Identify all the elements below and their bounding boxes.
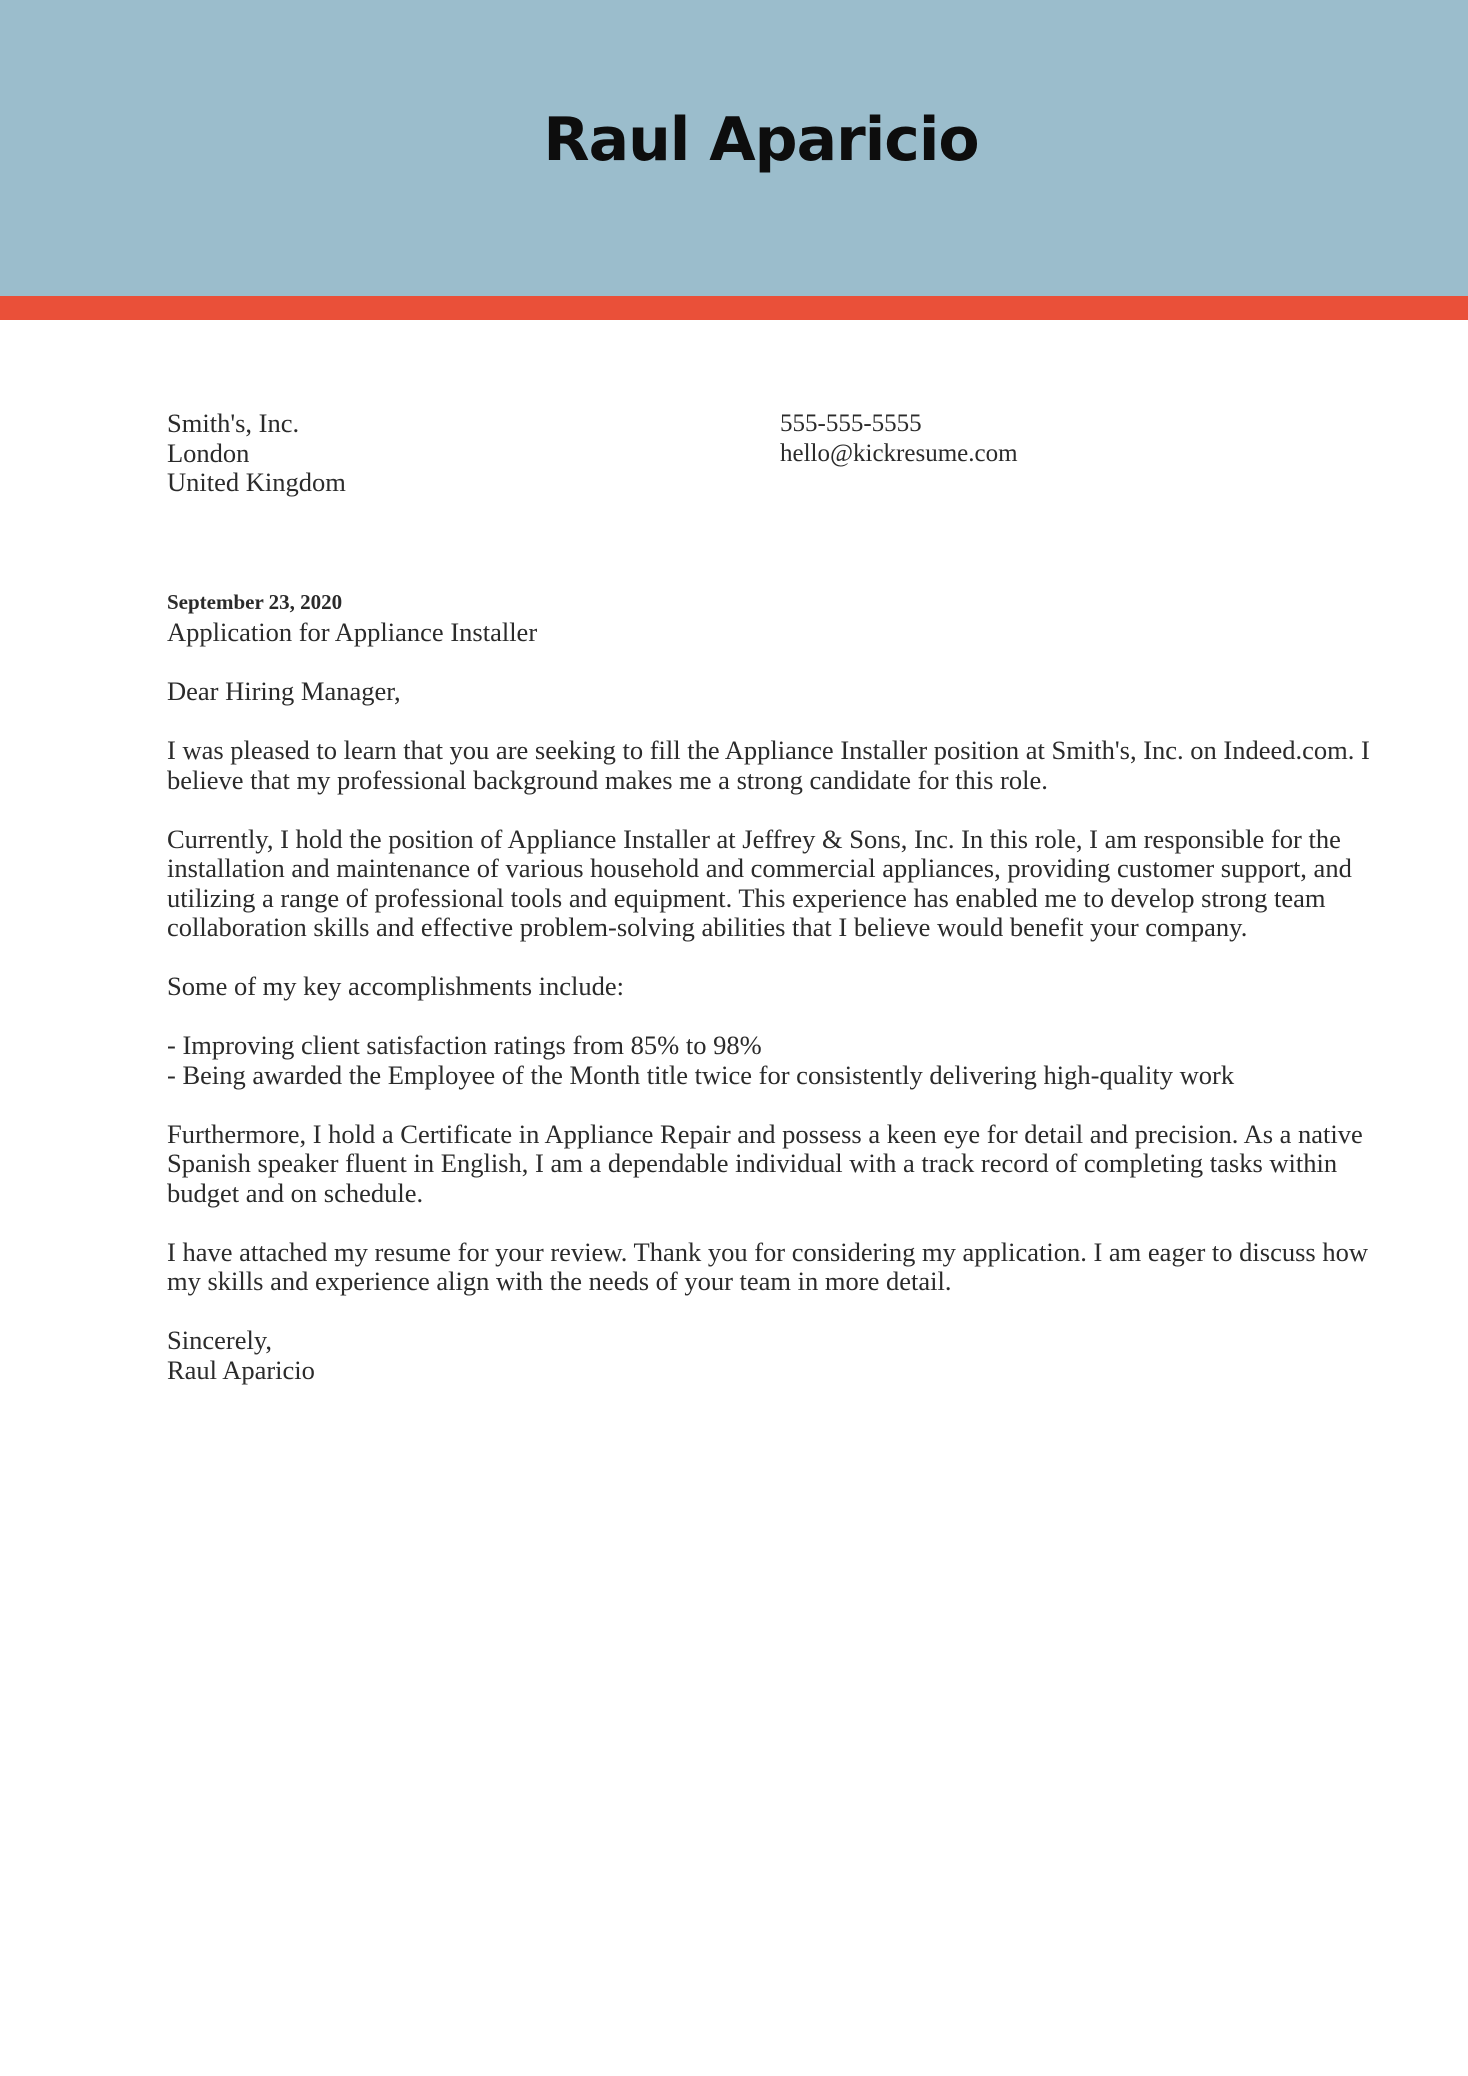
accomplishment-item: - Being awarded the Employee of the Month title twice for consistently delivering high-quality work [167, 1059, 1235, 1090]
letter-body [167, 590, 1377, 1385]
applicant-name: Raul Aparicio [543, 105, 979, 175]
letter-paragraph: Furthermore, I hold a Certificate in Appliance Repair and possess a keen eye for detail and precision. As a native Spanish speaker fluent in English, I am a dependable individual with a track record of completing tasks within budget and on schedule. [167, 1118, 1363, 1208]
recipient-country: United Kingdom [167, 467, 346, 497]
accent-divider [0, 296, 1468, 320]
recipient-address [167, 409, 727, 498]
recipient-company: Smith's, Inc. [167, 408, 300, 438]
accomplishments-list [167, 1031, 1377, 1090]
letter-paragraph: I have attached my resume for your review. Thank you for considering my application. I am eager to discuss how my skills and experience align with the needs of your team in more detail. [167, 1236, 1368, 1296]
signature-block [167, 1326, 1377, 1385]
recipient-city: London [167, 437, 250, 468]
letter-subject: Application for Appliance Installer [167, 617, 538, 647]
letter-paragraph: Currently, I hold the position of Appliance Installer at Jeffrey & Sons, Inc. In this role, I am responsible for the installation and maintenance of various household and commercial appliances, providing customer support, and utilizing a range of professional tools and equipment. This experience has enabled me to develop strong team collaboration skills and effective problem-solving abilities that I believe would benefit your company. [167, 823, 1352, 942]
letter-date: September 23, 2020 [167, 590, 343, 614]
contact-info [780, 409, 1420, 468]
contact-email: hello@kickresume.com [780, 439, 1018, 467]
header-banner [0, 0, 1468, 296]
accomplishment-item: - Improving client satisfaction ratings from 85% to 98% [167, 1030, 762, 1060]
sign-off: Sincerely, [167, 1325, 272, 1355]
contact-phone: 555-555-5555 [780, 410, 922, 437]
letter-paragraph: I was pleased to learn that you are seeking to fill the Appliance Installer position at Smith's, Inc. on Indeed.com. I believe that my professional background makes me a strong candidate for this role. [167, 735, 1370, 795]
signature-name: Raul Aparicio [167, 1354, 315, 1385]
letter-paragraph: Some of my key accomplishments include: [167, 971, 625, 1001]
letter-salutation: Dear Hiring Manager, [167, 676, 401, 706]
